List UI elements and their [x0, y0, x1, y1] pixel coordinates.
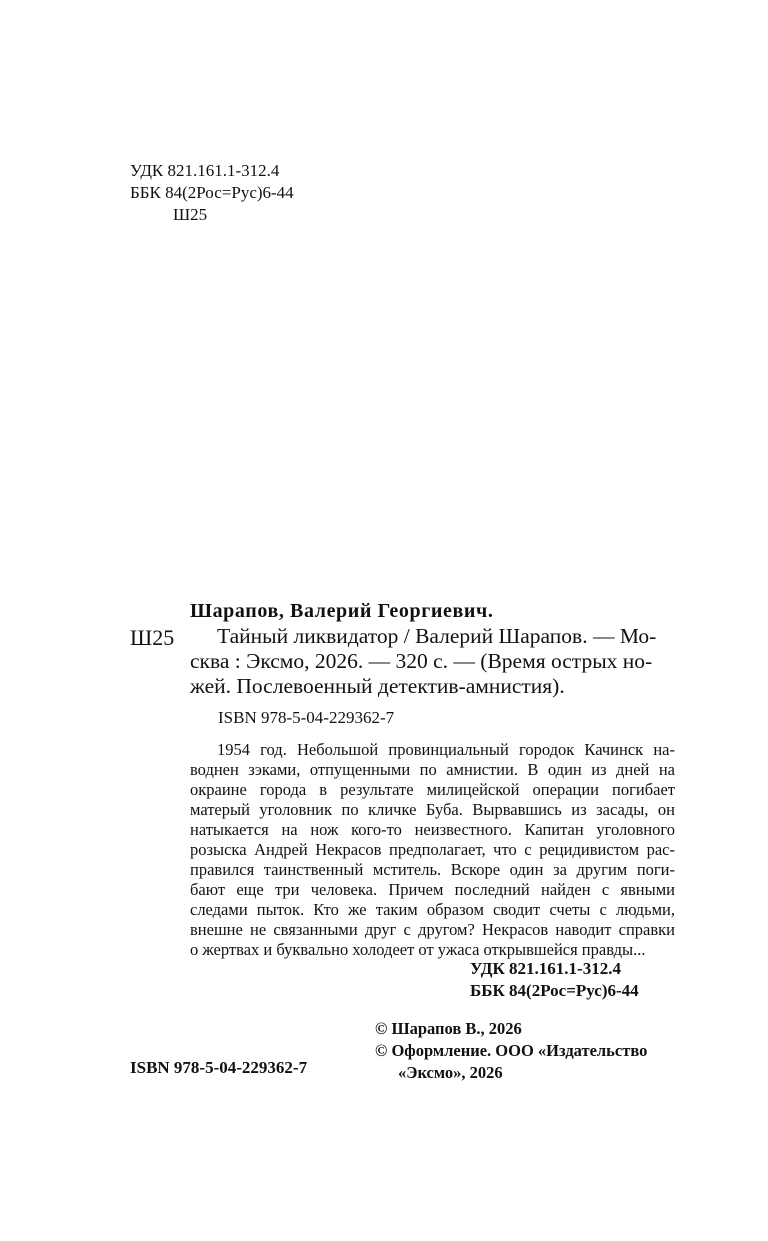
annotation-line: воднен зэками, отпущенными по амнистии. В один из дней на	[190, 760, 675, 779]
annotation-line: следами пыток. Кто же таким образом сводит счеты с людьми,	[190, 900, 675, 919]
bib-line: жей. Послевоенный детектив-амнистия).	[190, 674, 565, 698]
annotation-line: окраине города в результате милицейской операции погибает	[190, 780, 675, 799]
annotation-line: натыкается на нож кого-то неизвестного. Капитан уголовного	[190, 820, 675, 839]
bib-line: Тайный ликвидатор / Валерий Шарапов. — Мо-	[217, 624, 657, 648]
annotation	[190, 740, 675, 960]
entry-author-sign: Ш25	[130, 625, 175, 650]
annotation-line: о жертвах и буквально холодеет от ужаса открывшейся правды...	[190, 940, 646, 959]
annotation-line: бают еще три человека. Причем последний найден с явными	[190, 880, 675, 899]
annotation-line: розыска Андрей Некрасов предполагает, что с рецидивистом рас-	[190, 840, 675, 859]
annotation-line: внешне не связанными друг с другом? Некрасов наводит справки	[190, 920, 675, 939]
header-classification-codes	[130, 160, 294, 226]
author-heading: Шарапов, Валерий Георгиевич.	[190, 600, 494, 622]
footer-classification-codes	[470, 958, 639, 1002]
entry-isbn: ISBN 978-5-04-229362-7	[218, 708, 395, 727]
copyright-design-cont: «Эксмо», 2026	[398, 1063, 503, 1082]
copyright-author: © Шарапов В., 2026	[375, 1019, 522, 1038]
annotation-line: матерый уголовник по кличке Буба. Вырвавшись из засады, он	[190, 800, 675, 819]
author-sign: Ш25	[173, 205, 208, 224]
copyright-design: © Оформление. ООО «Издательство	[375, 1041, 648, 1060]
bbk-code: ББК 84(2Рос=Рус)6-44	[130, 183, 294, 202]
udk-code-bold: УДК 821.161.1-312.4	[470, 959, 621, 978]
copyright-block	[375, 1018, 647, 1084]
bib-line: сква : Эксмо, 2026. — 320 с. — (Время острых но-	[190, 649, 653, 673]
isbn-bold: ISBN 978-5-04-229362-7	[130, 1058, 308, 1077]
udk-code: УДК 821.161.1-312.4	[130, 161, 280, 180]
bibliographic-description	[190, 624, 675, 699]
bbk-code-bold: ББК 84(2Рос=Рус)6-44	[470, 981, 639, 1000]
annotation-line: 1954 год. Небольшой провинциальный городок Качинск на-	[217, 740, 675, 759]
annotation-line: правился таинственный мститель. Вскоре один за другим поги-	[190, 860, 675, 879]
